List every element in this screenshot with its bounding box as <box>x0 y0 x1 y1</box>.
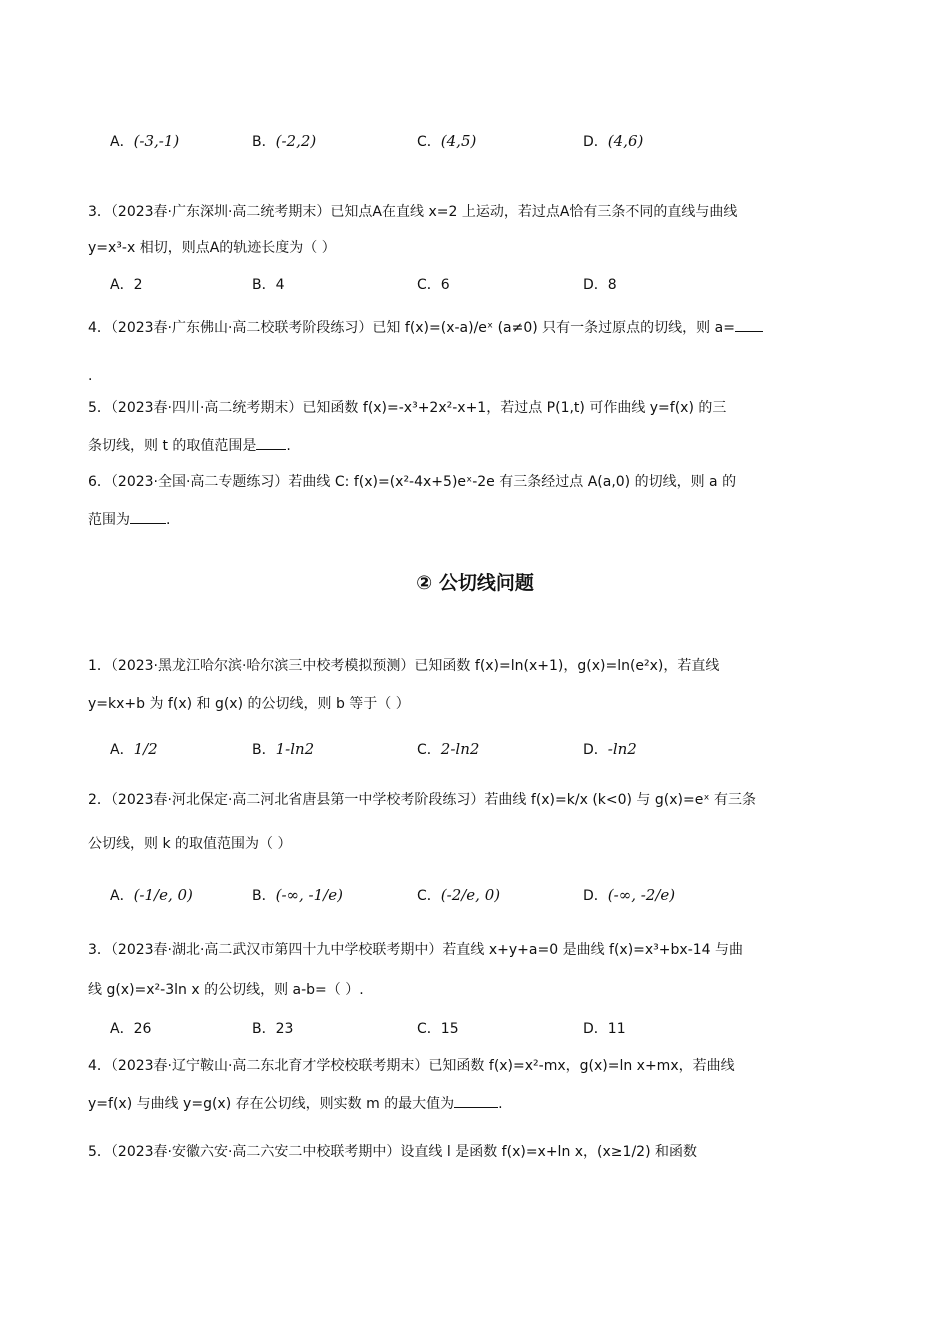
option-label: D． <box>583 742 608 758</box>
question-3-line-1: 3．（2023春·广东深圳·高二统考期末）已知点A在直线 x=2 上运动，若过点A恰有三条不同的直线与曲线 <box>88 204 738 220</box>
question-5-line-1: 5．（2023春·四川·高二统考期末）已知函数 f(x)=-x³+2x²-x+1，若过点 P(1,t) 可作曲线 y=f(x) 的三 <box>88 400 727 416</box>
option-label: A． <box>110 742 134 758</box>
option-label: A． <box>110 888 134 904</box>
option-value: (4,6) <box>607 132 644 150</box>
question-3-line-2: y=x³-x 相切，则点A的轨迹长度为（ ） <box>88 240 336 256</box>
option-value: (-∞, -1/e) <box>275 886 343 904</box>
question-4-line-2: . <box>88 368 93 384</box>
question-6-line-2: 范围为 . <box>88 506 870 534</box>
question-4-text: 4．（2023春·广东佛山·高二校联考阶段练习）已知 f(x)=(x-a)/eˣ (a≠0) 只有一条过原点的切线，则 a= <box>88 320 735 336</box>
option-label: B． <box>252 134 276 150</box>
option-value: 4 <box>275 277 285 293</box>
option-label: C． <box>417 742 441 758</box>
question-4-line-1 <box>88 314 870 342</box>
s2-question-4-line-1: 4．（2023春·辽宁鞍山·高二东北育才学校校联考期末）已知函数 f(x)=x²-mx，g(x)=ln x+mx，若曲线 <box>88 1058 735 1074</box>
option-value: (4,5) <box>440 132 477 150</box>
answer-blank <box>735 317 763 332</box>
answer-blank <box>130 509 166 524</box>
option-value: 8 <box>607 277 617 293</box>
option-value: 6 <box>440 277 450 293</box>
option-label: D． <box>583 888 608 904</box>
option-value: 23 <box>275 1021 294 1037</box>
question-6-text: 范围为 <box>88 512 130 528</box>
answer-blank <box>454 1093 498 1108</box>
option-value: 1-ln2 <box>275 740 315 758</box>
option-label: A． <box>110 277 134 293</box>
option-label: C． <box>417 277 441 293</box>
option-label: A． <box>110 134 134 150</box>
option-label: C． <box>417 888 441 904</box>
s2-question-2-line-1: 2．（2023春·河北保定·高二河北省唐县第一中学校考阶段练习）若曲线 f(x)=k/x (k<0) 与 g(x)=eˣ 有三条 <box>88 792 756 808</box>
option-value: (-1/e, 0) <box>133 886 193 904</box>
s2-question-3-line-2: 线 g(x)=x²-3ln x 的公切线，则 a-b=（ ）. <box>88 982 364 998</box>
question-5-text: 条切线，则 t 的取值范围是 <box>88 438 257 454</box>
s2-question-5-line-1: 5．（2023春·安徽六安·高二六安二中校联考期中）设直线 l 是函数 f(x)=x+ln x，(x≥1/2) 和函数 <box>88 1144 697 1160</box>
option-label: A． <box>110 1021 134 1037</box>
option-label: B． <box>252 742 276 758</box>
option-value: (-3,-1) <box>133 132 180 150</box>
option-value: (-2/e, 0) <box>440 886 501 904</box>
s2-question-4-text: y=f(x) 与曲线 y=g(x) 存在公切线，则实数 m 的最大值为 <box>88 1096 455 1112</box>
option-value: 2-ln2 <box>440 740 480 758</box>
option-label: D． <box>583 1021 608 1037</box>
option-value: (-2,2) <box>275 132 317 150</box>
s2-question-3-line-1: 3．（2023春·湖北·高二武汉市第四十九中学校联考期中）若直线 x+y+a=0 是曲线 f(x)=x³+bx-14 与曲 <box>88 942 744 958</box>
section-heading: ② 公切线问题 <box>416 572 534 594</box>
s2-question-4-line-2: y=f(x) 与曲线 y=g(x) 存在公切线，则实数 m 的最大值为 . <box>88 1090 870 1118</box>
question-6-line-1: 6．（2023·全国·高二专题练习）若曲线 C: f(x)=(x²-4x+5)eˣ-2e 有三条经过点 A(a,0) 的切线，则 a 的 <box>88 474 737 490</box>
option-value: -ln2 <box>607 740 637 758</box>
option-label: B． <box>252 1021 276 1037</box>
option-value: (-∞, -2/e) <box>607 886 676 904</box>
option-label: B． <box>252 277 276 293</box>
option-label: D． <box>583 277 608 293</box>
option-value: 26 <box>133 1021 152 1037</box>
option-label: C． <box>417 134 441 150</box>
s2-question-1-line-2: y=kx+b 为 f(x) 和 g(x) 的公切线，则 b 等于（ ） <box>88 696 410 712</box>
question-5-line-2: 条切线，则 t 的取值范围是 . <box>88 432 870 460</box>
option-value: 15 <box>440 1021 459 1037</box>
answer-blank <box>256 435 286 450</box>
s2-question-1-line-1: 1．（2023·黑龙江哈尔滨·哈尔滨三中校考模拟预测）已知函数 f(x)=ln(x+1)，g(x)=ln(e²x)，若直线 <box>88 658 720 674</box>
option-value: 1/2 <box>133 740 158 758</box>
option-label: B． <box>252 888 276 904</box>
option-value: 2 <box>133 277 143 293</box>
option-label: D． <box>583 134 608 150</box>
option-label: C． <box>417 1021 441 1037</box>
s2-question-2-line-2: 公切线，则 k 的取值范围为（ ） <box>88 836 292 852</box>
option-value: 11 <box>607 1021 626 1037</box>
